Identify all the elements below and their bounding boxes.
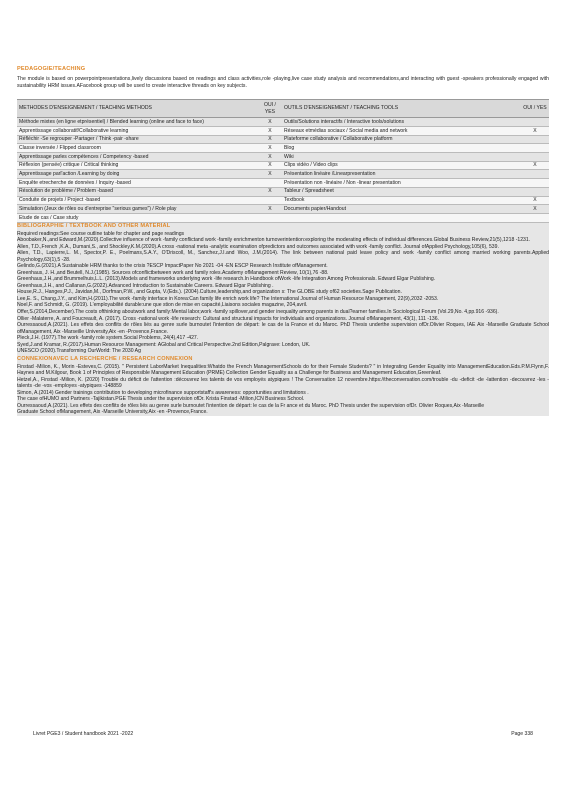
connection-entry: Finstad -Milion, K., Morin -Esteves,C. (2015). " Persistent LaborMarket Inequalities:Whatdo the French ManagementSchools do for their Female Students? " in Integrating Gender Equality into ManagementEducation.Eds.P.M.Flynn,F. Haynes and M.Kilgour, Book 1 of Principles of Responsible Management Education (PRME) Collection Gender Equality as a Challenge for Business and Management Education,Greenleaf. <box>17 363 549 377</box>
tool-yes-cell: X <box>521 205 549 214</box>
tool-cell: Réseaux etmédias sociaux / Social media and network <box>282 126 521 135</box>
method-cell: Apprentissage parl'action /Learning by doing <box>17 170 258 179</box>
method-yes-cell: X <box>258 170 282 179</box>
footer-page-number: Page 338 <box>511 731 533 737</box>
bibliography-entry: Syed,J.and Kramar, R.(2017).Human Resource Management: AGlobal and Critical Perspective.2nd Edition,Palgrave: London, UK. <box>17 341 311 348</box>
connections-list <box>17 364 549 416</box>
connection-entry: The case ofHUMO and Partners -Tajikistan.PGE Thesis under the supervision ofDr. Krista Finstad -Milion,ICN Business School. <box>17 396 305 403</box>
tool-cell: Clips vidéo / Video clips <box>282 161 521 170</box>
method-cell: Méthode mixtes (en ligne etprésentiel) / Blended learning (online and face to face) <box>17 118 258 127</box>
bibliography-entry: Required readings:See course outline table for chapter and page readings <box>17 230 185 237</box>
method-cell: Classe inversée / Flipped classroom <box>17 144 258 153</box>
tool-cell: Plateforme collaborative / Collaborative platform <box>282 135 521 144</box>
teaching-methods-table <box>17 99 549 222</box>
bibliography-list <box>17 231 549 355</box>
method-yes-cell: X <box>258 153 282 162</box>
connection-entry: Graduate School ofManagement, Aix -Marseille University,Aix -en -Provence,France. <box>17 409 208 416</box>
page-content <box>17 66 549 416</box>
bibliography-entry: Offer,S.(2014,December).The costs ofthinking aboutwork and family:Mental labor,work -family spillover,and gender inequality among parents in dual?earner families.In Sociological Forum (Vol.29,No. 4,pp.916 -936). <box>17 309 499 315</box>
method-cell: Apprentissage parles compétences / Competency -based <box>17 153 258 162</box>
tool-yes-cell <box>521 187 549 196</box>
bibliography-entry: Pleck,J.H. (1977).The work -family role system.Social Problems, 24(4),417 -427. <box>17 335 199 342</box>
bibliography-entry: Gelindo,G.(2021).A Sustainable HRM thanks to the crisis ?ESCP ImpactPaper No 2021 -04 -EN ESCP Research Institute ofManagement. <box>17 263 328 270</box>
tool-yes-cell <box>521 135 549 144</box>
bibliography-entry: Greenhaus,J.H., and Callanan,G.(2022).Advanced Introduction to Sustainable Careers. Edward Elgar Publishing . <box>17 282 274 289</box>
table-row <box>17 196 549 205</box>
header-yes-methods: OUI / YES <box>258 100 282 118</box>
table-header-row <box>17 100 549 118</box>
footer-handbook-label: Livret PGE3 / Student handbook 2021 -2022 <box>33 731 134 737</box>
tool-cell: Wiki <box>282 153 521 162</box>
table-row <box>17 170 549 179</box>
tool-yes-cell: X <box>521 161 549 170</box>
bibliography-entry: House,R.J., Hanges,P.J., Javidan,M., Dorfman,P.W., and Gupta, V.(Eds.). (2004).Culture,leadership,and organization s: The GLOBE study of62 societies.Sage Publication. <box>17 289 402 296</box>
method-cell: Réfléchir -Se regrouper -Partager / Think -pair -share <box>17 135 258 144</box>
tool-cell <box>282 213 521 222</box>
header-methods: METHODES D'ENSEIGNEMENT / TEACHING METHODS <box>17 100 258 118</box>
tool-cell: Outils/Solutions interactifs / Interactive tools/solutions <box>282 118 521 127</box>
connections-title: CONNEXIONAVEC LA RECHERCHE / RESEARCH CONNEXION <box>17 355 193 362</box>
table-row <box>17 213 549 222</box>
table-row <box>17 187 549 196</box>
table-row <box>17 205 549 214</box>
bibliography-block <box>17 223 549 416</box>
tool-cell: Documents papier/Handout <box>282 205 521 214</box>
method-yes-cell: X <box>258 126 282 135</box>
method-cell: Réflexion (pensée) critique / Critical thinking <box>17 161 258 170</box>
tool-yes-cell <box>521 179 549 188</box>
bibliography-entry: UNESCO (2020).Transforming OurWorld: The 2030 Ag <box>17 348 141 355</box>
method-yes-cell: X <box>258 187 282 196</box>
method-cell: Conduite de projets / Project -based <box>17 196 258 205</box>
bibliography-entry: Allen, T.D., Lapierre,L. M., Spector,P. E., Poelmans,S.A.Y., O'Driscoll, M., Sanchez,J.I.and Woo, J.M.(2014). The link between national paid leave policy and work -family conflict among married working parents.Applied Psychology,63(1),5 -28. <box>17 250 549 263</box>
pedagogy-title: PEDAGOGIE/TEACHING <box>17 66 86 72</box>
tool-cell: Présentation non -linéaire / Non -linear presentation <box>282 179 521 188</box>
tool-cell: Blog <box>282 144 521 153</box>
method-yes-cell: X <box>258 118 282 127</box>
bibliography-entry: Lee,E. S., Chang,J.Y., and Kim,H.(2011).The work -family interface in Korea:Can family life enrich work life? The International Journal of Human Resource Management, 22(9),2032 -2053. <box>17 295 439 302</box>
tool-cell: Textbook <box>282 196 521 205</box>
method-yes-cell <box>258 196 282 205</box>
table-row <box>17 179 549 188</box>
bibliography-entry: Greenhaus, J. H.,and Beutell, N.J.(1985). Sources ofconflictbetween work and family roles.Academy ofManagement Review, 10(1),76 -88. <box>17 269 329 276</box>
method-cell: Enquête etrecherche de données / Inquiry -based <box>17 179 258 188</box>
tool-yes-cell <box>521 153 549 162</box>
method-yes-cell: X <box>258 144 282 153</box>
method-cell: Résolution de problème / Problem -based <box>17 187 258 196</box>
pedagogy-text: The module is based on powerpointpresentations,lively discussions based on readings and class activities,role -playing,live case study analysis and recommendations,and interacting with guest -speakers professionally engaged with sustainability HRM issues.AFacebook group will be used to create interactive threads on key subjects. <box>17 76 549 89</box>
bibliography-entry: Noel,F. and Schmidt, G. (2019). L'employabilité durable:une que stion de mise en capacité,Liaisons sociales magazine, 204,avril. <box>17 302 308 309</box>
header-yes-tools: OUI / YES <box>521 100 549 118</box>
tool-cell: Tableur / Spreadsheet <box>282 187 521 196</box>
table-row <box>17 118 549 127</box>
table-body <box>17 118 549 222</box>
method-cell: Simulation (Jeux de rôles ou d'entreprise "serious games") / Role play <box>17 205 258 214</box>
bibliography-entry: Allen, T.D.,French ,K.A., Dumani,S., and Shockley,K.M.(2020).A cross -national meta -analytic examination ofpredictors and outcomes associated with work -family conflict. Journal ofApplied Psychology,105(6), 539. <box>17 243 499 250</box>
table-row <box>17 144 549 153</box>
table-row <box>17 126 549 135</box>
tool-yes-cell: X <box>521 126 549 135</box>
method-yes-cell: X <box>258 135 282 144</box>
table-row <box>17 153 549 162</box>
method-cell: Apprentissage collaboratif/Collaborative learning <box>17 126 258 135</box>
tool-yes-cell: X <box>521 196 549 205</box>
table-row <box>17 135 549 144</box>
method-yes-cell: X <box>258 161 282 170</box>
bibliography-entry: Aboobaker,N.,and Edward,M.(2020).Collective influence of work -family conflictand work -family enrichmenton turnoverintention:exploring the moderating effects of individual differences.Global Business Review,21(5),1218 -1231. <box>17 237 531 244</box>
bibliography-entry: Ollier -Malaterre, A. and Foucreault, A. (2017). Cross -national work -life research: Cultural and structural impacts for individuals and organizations. Journal ofManagement, 43(1), 111 -136. <box>17 315 439 322</box>
tool-yes-cell <box>521 213 549 222</box>
tool-cell: Présentation linéaire /Linearpresentation <box>282 170 521 179</box>
tool-yes-cell <box>521 144 549 153</box>
tool-yes-cell <box>521 118 549 127</box>
connection-entry: Ourressaoud,A.(2021). Les effets des conflits de rôles liés au genre surle burnoutet l'intention de départ: le cas de la Fr ance et du Maroc. PhD Thesis under the supervision ofDr. Olivier Roques,Aix -Marseille <box>17 402 485 409</box>
bibliography-entry: Ourressaoud,A.(2021). Les effets des conflits de rôles liés au genre surle burnoutet l'intention de départ: le cas de la France et du Maroc. PhD Thesis underthe supervision ofDr.Olivier Roques, IAE Aix -Marseille Graduate School ofManagement, Aix -Marseille University,Aix -en -Provence,France. <box>17 322 549 335</box>
bibliography-title: BIBLIOGRAPHIE / TEXTBOOK AND OTHER MATERIAL <box>17 222 171 229</box>
connection-entry: Hetzel,A., Finstad -Milion, K. (2020) Trouble du déficit de l'attention :découvrez les talents de vos employés atypiques ! The Conversation 12 novembre.https://theconversation.com/trouble -du -deficit -de -lattention -decouvrez -les -talents -de -vos -employes -atypiques -148859 <box>17 376 549 390</box>
method-cell: Etude de cas / Case study <box>17 213 258 222</box>
tool-yes-cell <box>521 170 549 179</box>
table-row <box>17 161 549 170</box>
header-tools: OUTILS D'ENSEIGNEMENT / TEACHING TOOLS <box>282 100 521 118</box>
method-yes-cell: X <box>258 205 282 214</box>
method-yes-cell <box>258 179 282 188</box>
method-yes-cell <box>258 213 282 222</box>
connection-entry: Simon, A.(2014) Gender trainings contribution to developing microfinance supportstaff's awareness: opportunities and limitations . <box>17 389 309 396</box>
bibliography-entry: Greenhaus,J.H.,and Brummelhuis,L.L. (2013).Models and frameworks underlying work -life research.In Handbook ofWork -life Integration Among Professionals. Edward Elgar Publishing. <box>17 276 436 283</box>
